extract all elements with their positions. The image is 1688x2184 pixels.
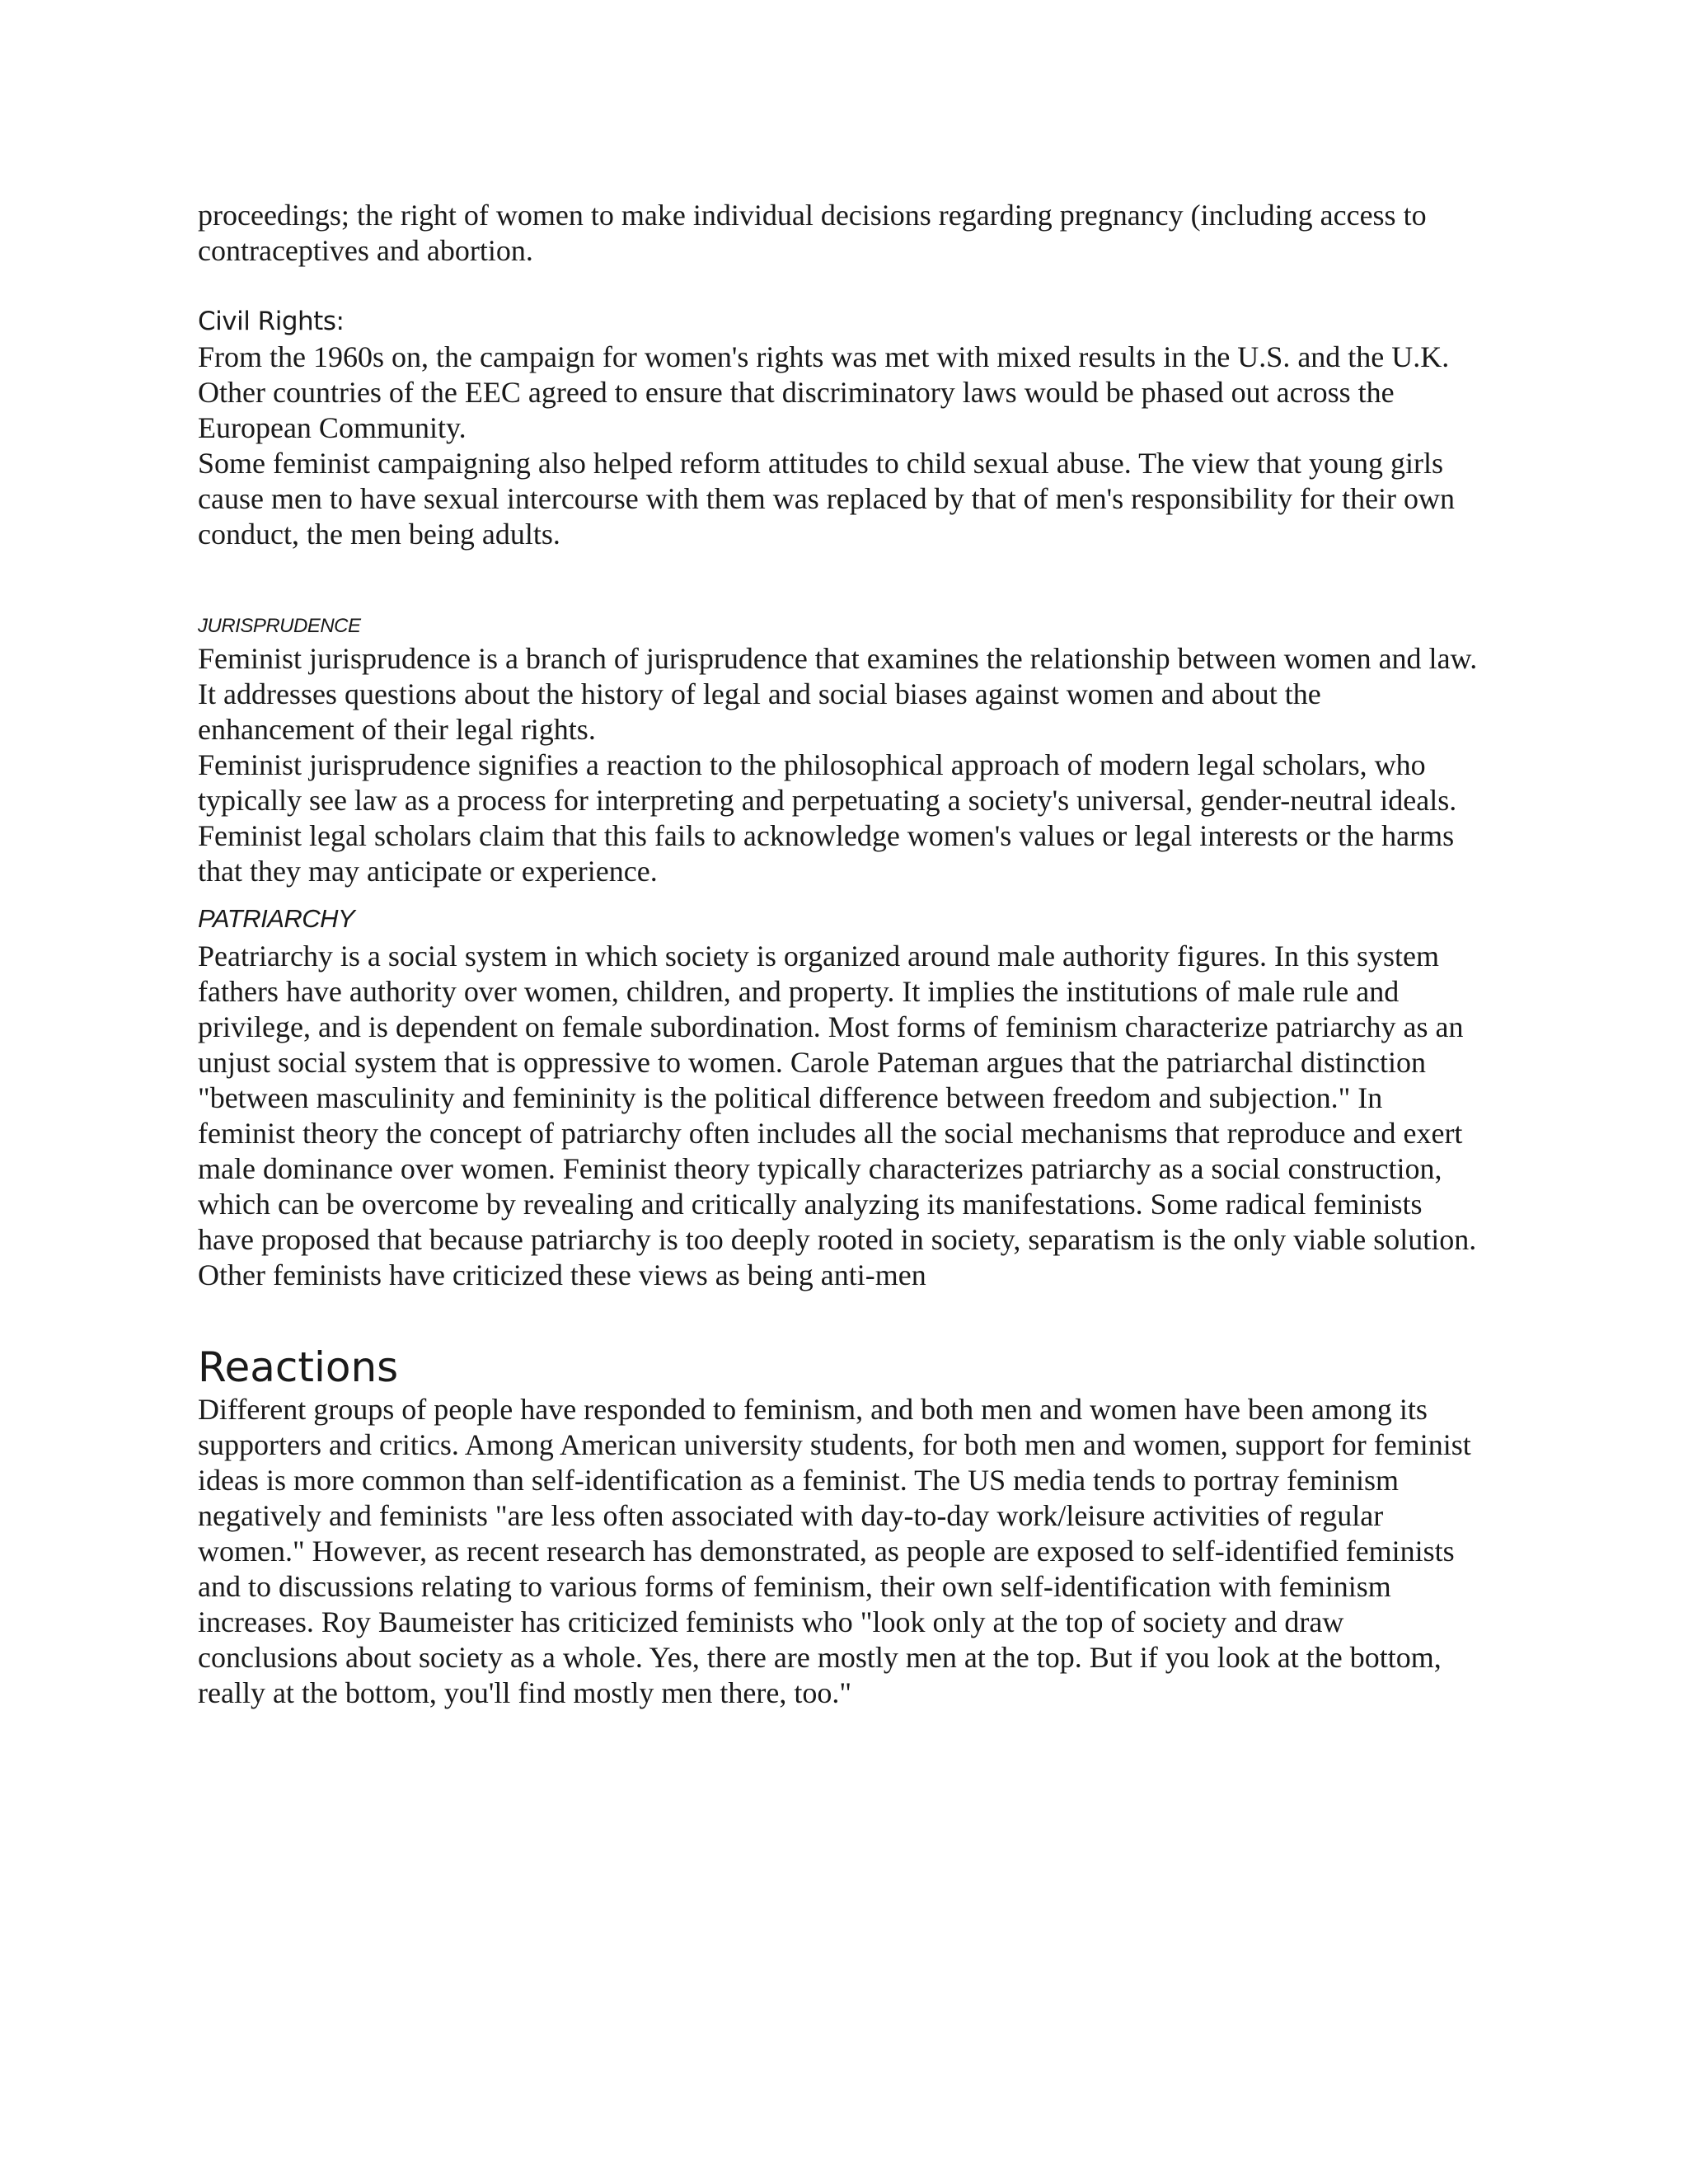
reactions-paragraph: Different groups of people have responded to feminism, and both men and women have been among its supporters and critics. Among American university students, for both men and women, support for feminist ideas is more common than self-identification as a feminist. The US media tends to portray feminism negatively and feminists "are less often associated with day-to-day work/leisure activities of regular women." However, as recent research has demonstrated, as people are exposed to self-identified feminists and to discussions relating to various forms of feminism, their own self-identification with feminism increases. Roy Baumeister has criticized feminists who "look only at the top of society and draw conclusions about society as a whole. Yes, there are mostly men at the top. But if you look at the bottom, really at the bottom, you'll find mostly men there, too." [198,1393,1471,1709]
spacer [198,552,1484,605]
reactions-heading: Reactions [198,1343,399,1391]
civil-rights-label: Civil Rights: [198,307,345,336]
patriarchy-paragraph: Peatriarchy is a social system in which society is organized around male authority figures. In this system fathers have authority over women, children, and property. It implies the institutions of male rule and privilege, and is dependent on female subordination. Most forms of feminism characterize patriarchy as an unjust social system that is oppressive to women. Carole Pateman argues that the patriarchal distinction "between masculinity and femininity is the political difference between freedom and subjection." In feminist theory the concept of patriarchy often includes all the social mechanisms that reproduce and exert male dominance over women. Feminist theory typically characterizes patriarchy as a social construction, which can be overcome by revealing and critically analyzing its manifestations. Some radical feminists have proposed that because patriarchy is too deeply rooted in society, separatism is the only viable solution. Other feminists have criticized these views as being anti-men [198,940,1477,1291]
patriarchy-heading: patriarchy [198,895,355,935]
jurisprudence-paragraph-2: Feminist jurisprudence signifies a reaction to the philosophical approach of modern legal scholars, who typically see law as a process for interpreting and perpetuating a society's universal, gender-neutral ideals. Feminist legal scholars claim that this fails to acknowledge women's values or legal interests or the harms that they may anticipate or experience. [198,748,1457,888]
jurisprudence-paragraph-1: Feminist jurisprudence is a branch of jurisprudence that examines the relationship between women and law. It addresses questions about the history of legal and social biases against women and about the enhancement of their legal rights. [198,642,1478,746]
document-page [198,198,1484,1711]
civil-rights-paragraph-2: Some feminist campaigning also helped reform attitudes to child sexual abuse. The view that young girls cause men to have sexual intercourse with them was replaced by that of men's responsibility for their own conduct, the men being adults. [198,447,1456,551]
spacer [198,269,1484,304]
intro-paragraph: proceedings; the right of women to make individual decisions regarding pregnancy (including access to contraceptives and abortion. [198,199,1427,267]
spacer [198,1293,1484,1343]
jurisprudence-heading: jurisprudence [198,607,361,639]
civil-rights-paragraph-1: From the 1960s on, the campaign for women's rights was met with mixed results in the U.S. and the U.K. Other countries of the EEC agreed to ensure that discriminatory laws would be phased out across the European Community. [198,340,1450,444]
